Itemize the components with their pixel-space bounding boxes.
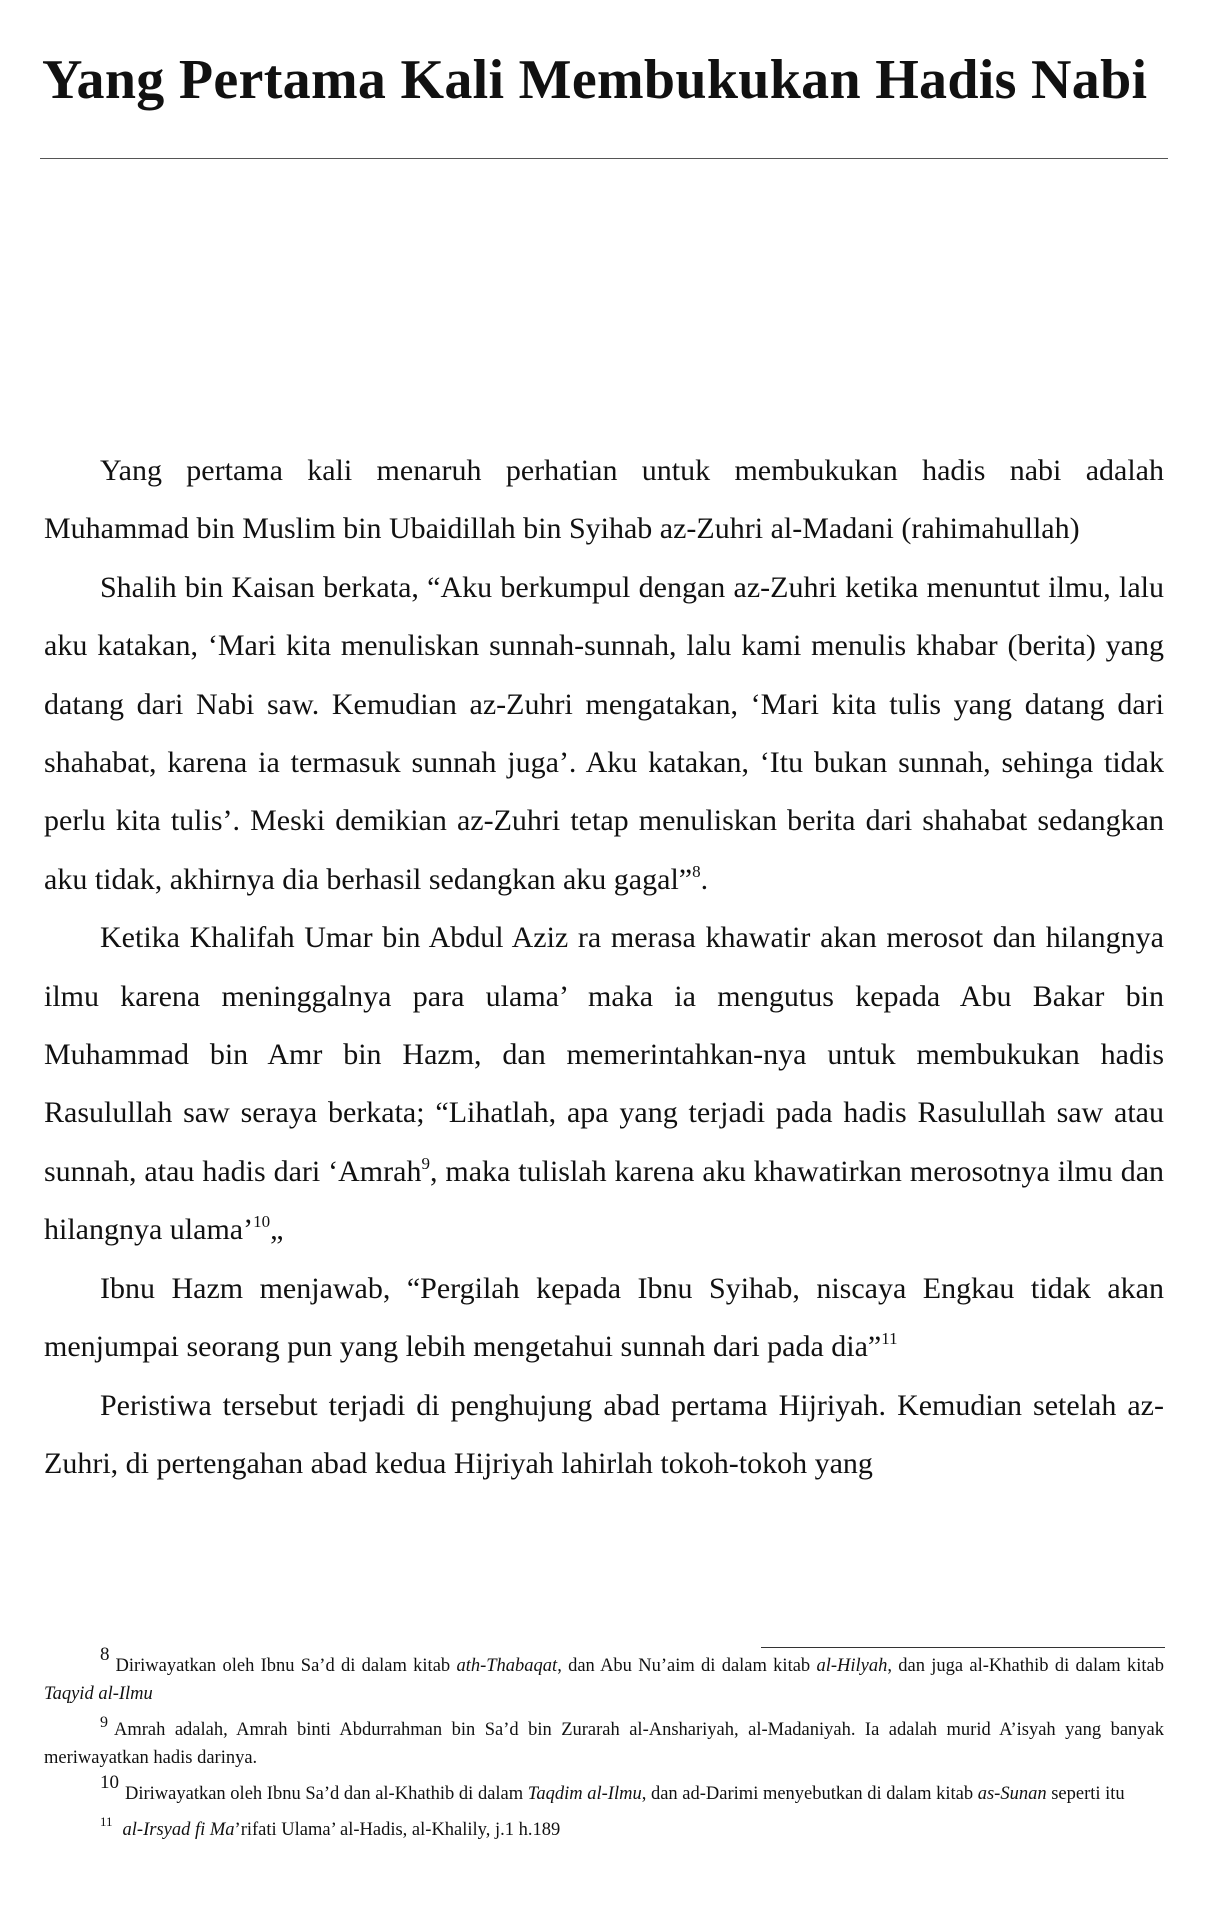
footnotes bbox=[44, 1644, 1164, 1844]
footnote-9 bbox=[44, 1716, 1164, 1772]
footnote-text: Amrah adalah, Amrah binti Abdurrahman bin Sa’d bin Zurarah al-Anshariyah, al-Madaniyah. Ia adalah murid A’isyah yang banyak meriwayatkan hadis darinya. bbox=[44, 1720, 1164, 1768]
page-title: Yang Pertama Kali Membukukan Hadis Nabi bbox=[42, 49, 1148, 111]
book-title: as-Sunan bbox=[977, 1784, 1047, 1804]
paragraph-1 bbox=[44, 442, 1164, 559]
paragraph-5-text: Peristiwa tersebut terjadi di penghujung abad pertama Hijriyah. Kemudian setelah az-Zuhri, di pertengahan abad kedua Hijriyah lahirlah tokoh-tokoh yang bbox=[44, 1388, 1164, 1480]
book-title: Taqdim al-Ilmu bbox=[527, 1784, 642, 1804]
paragraph-3-text-a: Ketika Khalifah Umar bin Abdul Aziz ra merasa khawatir akan merosot dan hilangnya ilmu karena meninggalnya para ulama’ maka ia mengutus kepada Abu Bakar bin Muhammad bin Amr bin Hazm, dan memerintahkan-nya untuk membukukan hadis Rasulullah saw seraya berkata; “Lihatlah, apa yang terjadi pada hadis Rasulullah saw atau sunnah, atau hadis dari ‘Amrah bbox=[44, 921, 1164, 1188]
footnote-text: , dan ad-Darimi menyebutkan di dalam kitab bbox=[641, 1784, 978, 1804]
footnote-text: seperti itu bbox=[1046, 1784, 1125, 1804]
paragraph-4 bbox=[44, 1260, 1164, 1377]
footnote-divider bbox=[761, 1647, 1165, 1648]
body-text bbox=[44, 442, 1164, 1493]
footnote-text: ’rifati Ulama’ al-Hadis, al-Khalily, j.1 h.189 bbox=[234, 1820, 561, 1840]
footnote-ref-8: 8 bbox=[692, 861, 701, 881]
paragraph-3-text-b: , maka tulislah karena aku khawatirkan merosotnya ilmu dan hilangnya ulama’ bbox=[44, 1154, 1165, 1247]
paragraph-2-end: . bbox=[700, 862, 709, 896]
footnote-text: Diriwayatkan oleh Ibnu Sa’d di dalam kitab bbox=[115, 1656, 457, 1676]
paragraph-2-text: Shalih bin Kaisan berkata, “Aku berkumpul dengan az-Zuhri ketika menuntut ilmu, lalu aku katakan, ‘Mari kita menuliskan sunnah-sunnah, lalu kami menulis khabar (berita) yang datang dari Nabi saw. Kemudian az-Zuhri mengatakan, ‘Mari kita tulis yang datang dari shahabat, karena ia termasuk sunnah juga’. Aku katakan, ‘Itu bukan sunnah, sehinga tidak perlu kita tulis’. Meski demikian az-Zuhri tetap menuliskan berita dari shahabat sedangkan aku tidak, akhirnya dia berhasil sedangkan aku gagal” bbox=[44, 570, 1164, 896]
footnote-ref-11: 11 bbox=[881, 1329, 898, 1349]
footnote-text: , dan Abu Nu’aim di dalam kitab bbox=[557, 1656, 817, 1676]
paragraph-3-end: „ bbox=[270, 1213, 284, 1247]
book-title: al-Hilyah bbox=[816, 1656, 888, 1676]
footnote-10 bbox=[44, 1772, 1164, 1808]
footnote-number: 11 bbox=[100, 1814, 113, 1829]
footnote-number: 8 bbox=[100, 1644, 110, 1665]
footnote-8 bbox=[44, 1644, 1164, 1708]
paragraph-3 bbox=[44, 909, 1164, 1259]
footnote-number: 9 bbox=[100, 1714, 108, 1731]
paragraph-4-text: Ibnu Hazm menjawab, “Pergilah kepada Ibnu Syihab, niscaya Engkau tidak akan menjumpai seorang pun yang lebih mengetahui sunnah dari pada dia” bbox=[44, 1271, 1164, 1364]
paragraph-5 bbox=[44, 1377, 1164, 1494]
book-title: Taqyid al-Ilmu bbox=[44, 1684, 153, 1704]
paragraph-1-text: Yang pertama kali menaruh perhatian untuk membukukan hadis nabi adalah Muhammad bin Muslim bin Ubaidillah bin Syihab az-Zuhri al-Madani (rahimahullah) bbox=[44, 454, 1164, 546]
footnote-ref-9: 9 bbox=[421, 1153, 430, 1173]
footnote-text: , dan juga al-Khathib di dalam kitab bbox=[887, 1656, 1164, 1676]
footnote-11 bbox=[44, 1816, 1164, 1844]
footnote-text: Diriwayatkan oleh Ibnu Sa’d dan al-Khathib di dalam bbox=[125, 1784, 528, 1804]
paragraph-2 bbox=[44, 559, 1164, 909]
book-title: al-Irsyad fi Ma bbox=[122, 1820, 235, 1840]
title-divider bbox=[40, 158, 1168, 159]
book-title: ath-Thabaqat bbox=[456, 1656, 558, 1676]
footnote-number: 10 bbox=[100, 1772, 119, 1793]
footnote-ref-10: 10 bbox=[253, 1212, 271, 1232]
